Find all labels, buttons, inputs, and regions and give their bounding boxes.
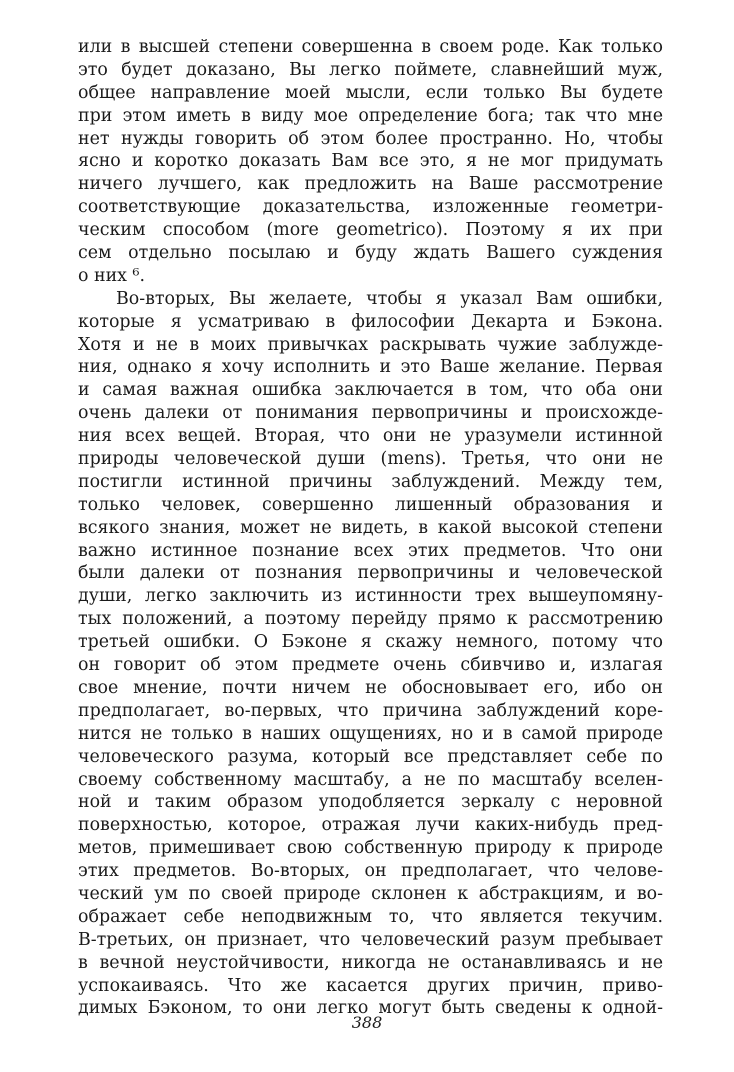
text-line: были далеки от познания первопричины и человеческой xyxy=(78,563,663,584)
text-line: Хотя и не в моих привычках раскрывать чужие заблужде- xyxy=(78,334,663,355)
text-line: при этом иметь в виду мое определение бога; так что мне xyxy=(78,105,663,126)
text-line: ясно и коротко доказать Вам все это, я не мог придумать xyxy=(78,151,663,172)
text-line: общее направление моей мысли, если только Вы будете xyxy=(78,82,663,103)
paragraph-first-line: Во-вторых, Вы желаете, чтобы я указал Вам ошибки, xyxy=(116,288,663,309)
text-line: этих предметов. Во-вторых, он предполагает, что челове- xyxy=(78,861,663,882)
text-line: поверхностью, которое, отражая лучи каких-нибудь пред- xyxy=(78,815,663,836)
text-line: человеческого разума, который все представляет себе по xyxy=(78,746,663,767)
text-line: свое мнение, почти ничем не обосновывает его, ибо он xyxy=(78,677,663,698)
text-line: сем отдельно посылаю и буду ждать Вашего суждения xyxy=(78,243,663,264)
text-line: третьей ошибки. О Бэконе я скажу немного, потому что xyxy=(78,632,663,653)
text-line: постигли истинной причины заблуждений. Между тем, xyxy=(78,471,663,492)
text-line: своему собственному масштабу, а не по масштабу вселен- xyxy=(78,769,663,790)
text-line: ческий ум по своей природе склонен к абстракциям, и во- xyxy=(78,883,663,904)
text-line: в вечной неустойчивости, никогда не останавливаясь и не xyxy=(78,952,663,973)
text-line: которые я усматриваю в философии Декарта и Бэкона. xyxy=(78,311,663,332)
text-line: ображает себе неподвижным то, что является текучим. xyxy=(78,906,663,927)
text-line: соответствующие доказательства, изложенные геометри- xyxy=(78,197,663,218)
text-line: нет нужды говорить об этом более пространно. Но, чтобы xyxy=(78,128,663,149)
text-line: ничего лучшего, как предложить на Ваше рассмотрение xyxy=(78,174,663,195)
paragraph-end-line: о них ⁶. xyxy=(78,265,146,286)
text-line: ния, однако я хочу исполнить и это Ваше желание. Первая xyxy=(78,357,663,378)
text-line: димых Бэконом, то они легко могут быть сведены к одной- xyxy=(78,998,663,1019)
page-number: 388 xyxy=(351,1013,383,1032)
text-line: очень далеки от понимания первопричины и происхожде- xyxy=(78,403,663,424)
text-line: и самая важная ошибка заключается в том, что оба они xyxy=(78,380,663,401)
text-line: метов, примешивает свою собственную природу к природе xyxy=(78,838,663,859)
text-line: ния всех вещей. Вторая, что они не уразумели истинной xyxy=(78,426,663,447)
text-line: тых положений, а поэтому перейду прямо к рассмотрению xyxy=(78,609,663,630)
text-line: ной и таким образом уподобляется зеркалу с неровной xyxy=(78,792,663,813)
text-line: только человек, совершенно лишенный образования и xyxy=(78,494,663,515)
text-line: В-третьих, он признает, что человеческий разум пребывает xyxy=(78,929,663,950)
text-line: природы человеческой души (mens). Третья, что они не xyxy=(78,449,663,470)
body-text xyxy=(78,36,663,1020)
text-line: он говорит об этом предмете очень сбивчиво и, излагая xyxy=(78,655,663,676)
text-line: это будет доказано, Вы легко поймете, славнейший муж, xyxy=(78,59,663,80)
text-line: ческим способом (more geometrico). Поэтому я их при xyxy=(78,220,663,241)
text-line: успокаиваясь. Что же касается других причин, приво- xyxy=(78,975,663,996)
text-line: нится не только в наших ощущениях, но и в самой природе xyxy=(78,723,663,744)
text-line: всякого знания, может не видеть, в какой высокой степени xyxy=(78,517,663,538)
text-line: или в высшей степени совершенна в своем роде. Как только xyxy=(78,37,663,57)
text-line: важно истинное познание всех этих предметов. Что они xyxy=(78,540,663,561)
text-line: души, легко заключить из истинности трех вышеупомяну- xyxy=(78,586,663,607)
text-line: предполагает, во-первых, что причина заблуждений коре- xyxy=(78,700,663,721)
